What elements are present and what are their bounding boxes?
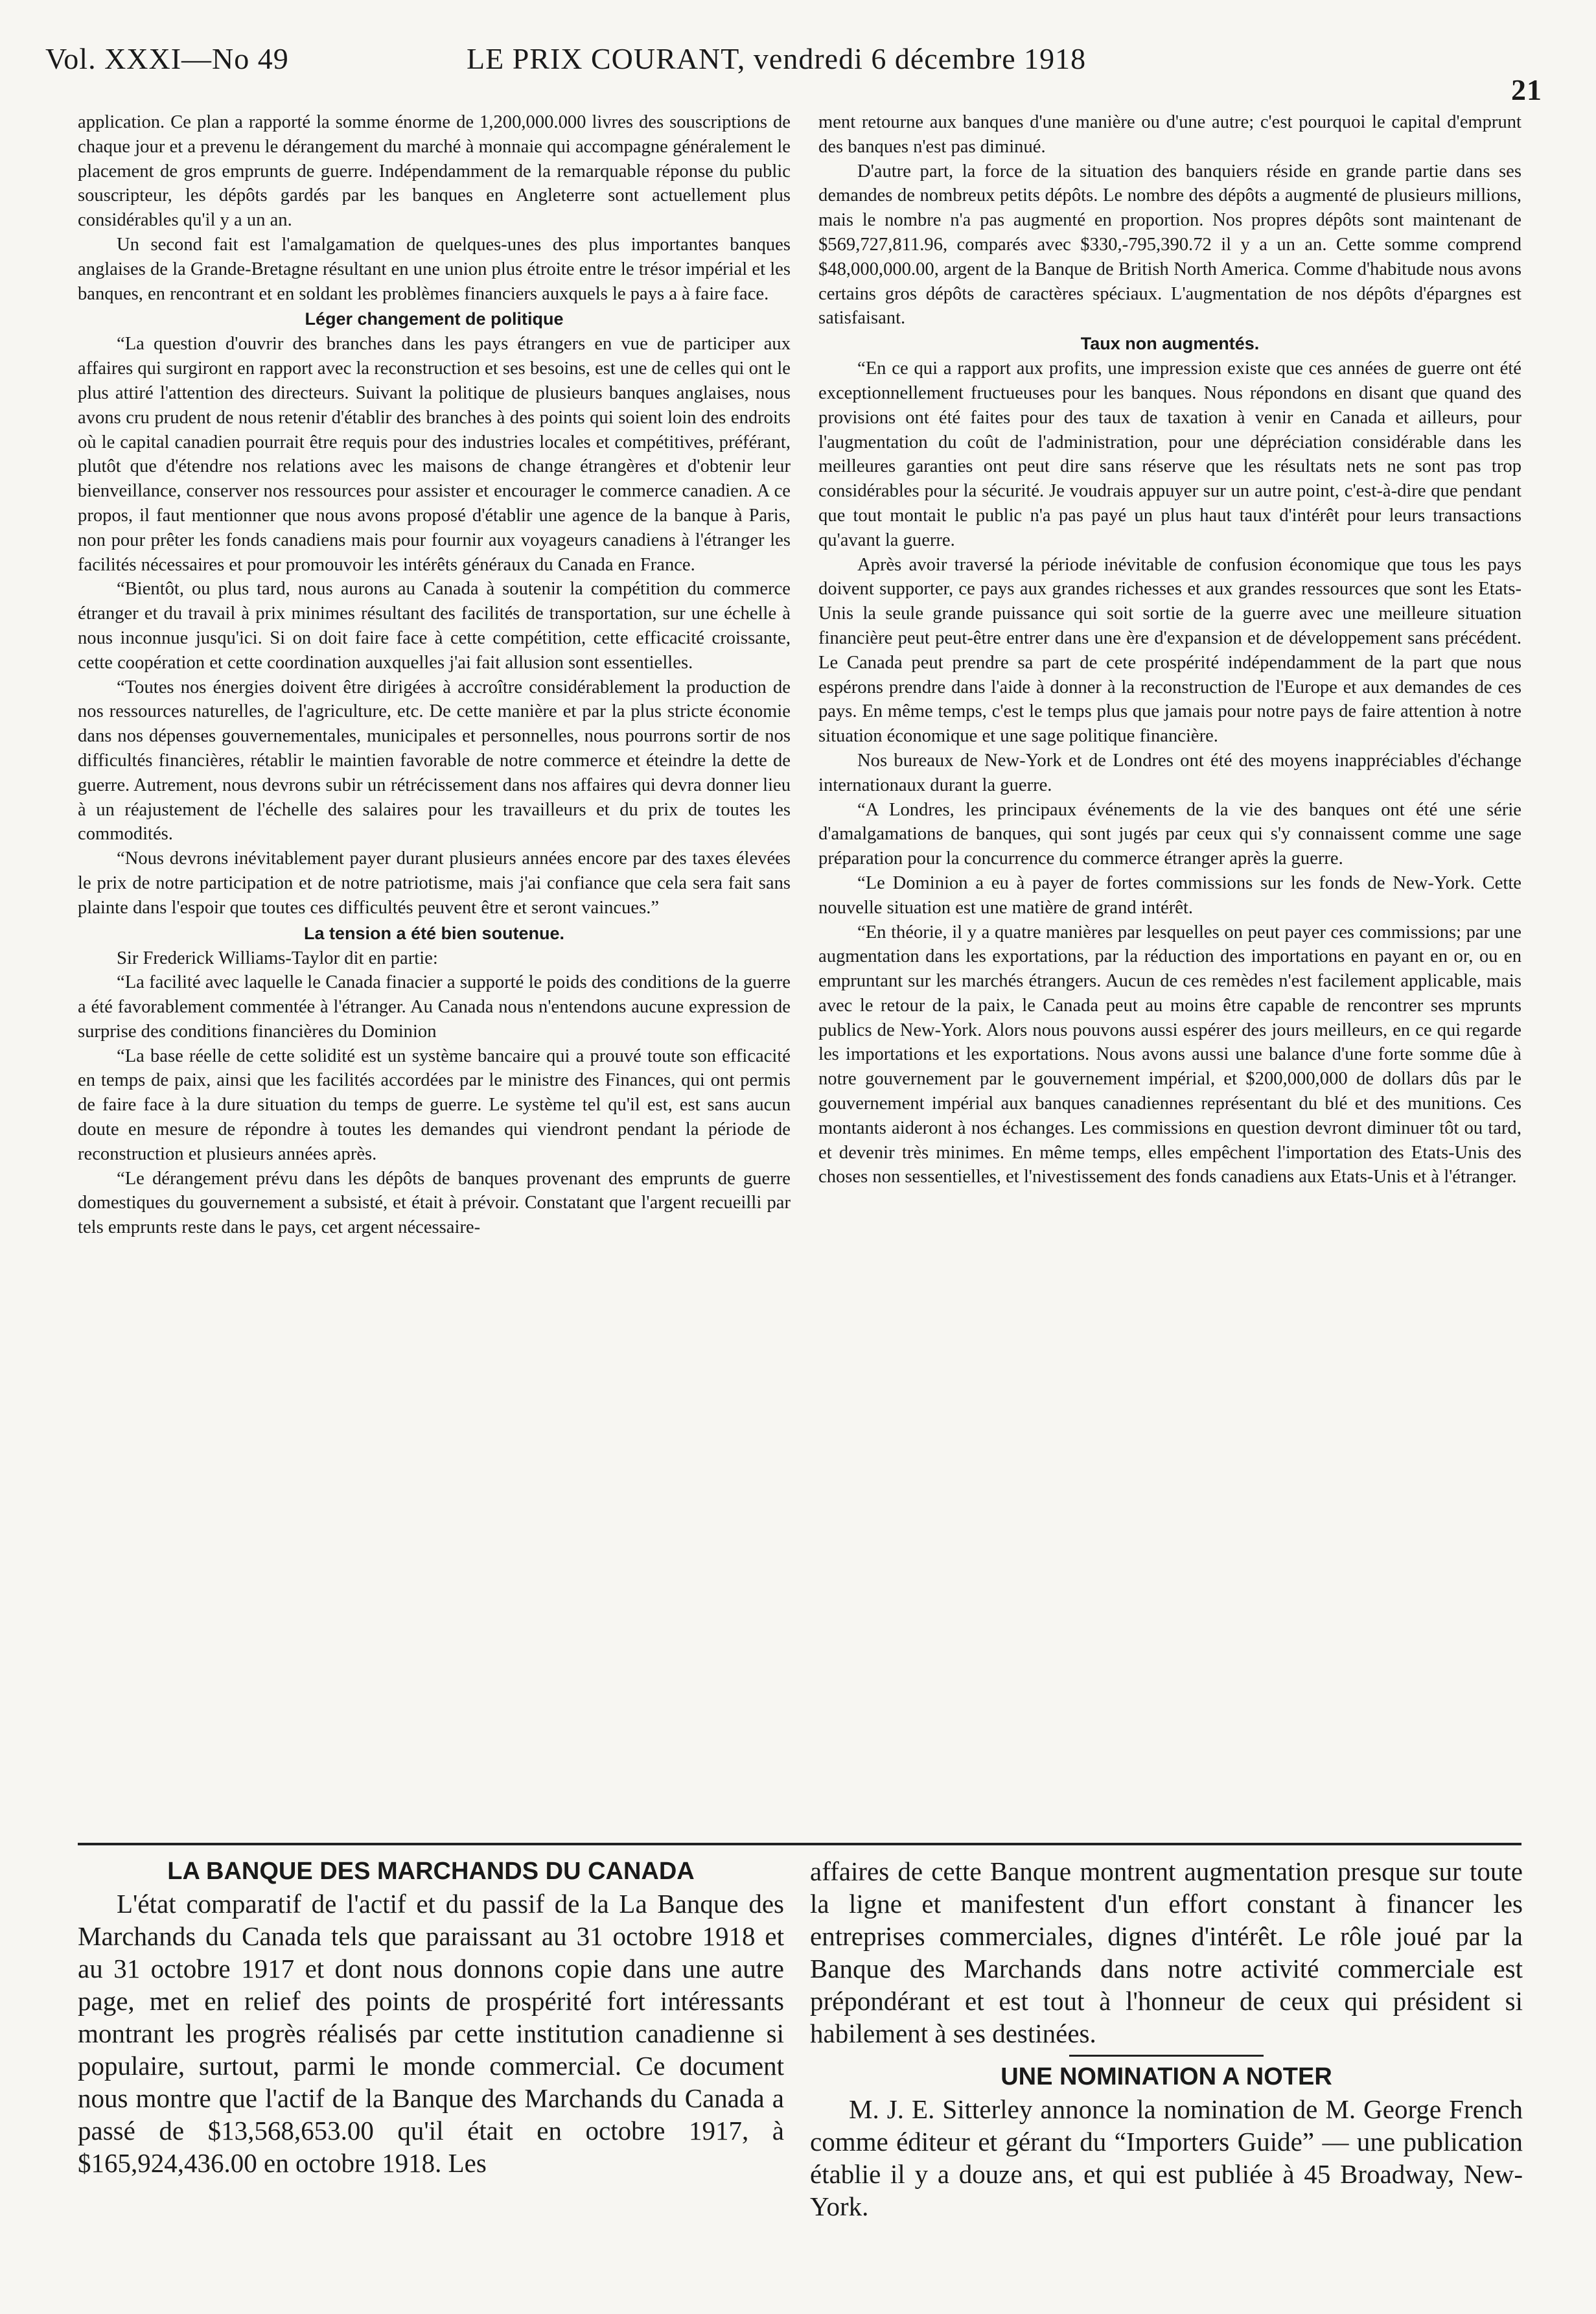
short-divider — [1069, 2055, 1264, 2057]
article-paragraph: “La facilité avec laquelle le Canada finacier a supporté le poids des conditions de la guerre a été favorablement commentée à l'étranger. Au Canada nous n'entendons aucune expression de surprise des conditions financières du Dominion — [78, 972, 791, 1042]
article-paragraph: “Le dérangement prévu dans les dépôts de banques provenant des emprunts de guerre domestiques du gouvernement a subsisté, et était à prévoir. Constatant que l'argent recueilli par tels emprunts reste dans le pays, cet argent nécessaire- — [78, 1168, 791, 1238]
article-paragraph: “Toutes nos énergies doivent être dirigées à accroître considérablement la production de nos ressources naturelles, de l'agriculture, etc. De cette manière et par la plus stricte économie dans nos dépenses gouvernementales, municipales et personnelles, nous pourrons sortir de nos difficultés financières, rétablir le maintien favorable de notre commerce et éteindre la dette de guerre. Autrement, nous devrons subir un rétrécissement dans nos affaires qui devra donner lieu à un réajustement de l'échelle des salaires pour les travailleurs et du prix de toutes les commodités. — [78, 677, 791, 845]
article-paragraph: “Le Dominion a eu à payer de fortes commissions sur les fonds de New-York. Cette nouvelle situation est une matière de grand intérêt. — [818, 872, 1521, 918]
nomination-paragraph: M. J. E. Sitterley annonce la nomination de M. George French comme éditeur et gérant du “Importers Guide” — une publication établie il y a douze ans, et qui est publiée à 45 Broadway, New-York. — [810, 2094, 1523, 2221]
nomination-heading: UNE NOMINATION A NOTER — [1000, 2063, 1332, 2090]
article-paragraph: Après avoir traversé la période inévitable de confusion économique que tous les pays doivent supporter, ce pays aux grandes richesses et aux grandes ressources que sont les Etats-Unis la seule grande puissance qui soit sortie de la guerre avec une meilleure situation financière peut peut-être entrer dans une ère d'expansion et de développement sans précédent. Le Canada peut prendre sa part de cete prospérité indépendamment de la part que nous espérons prendre dans l'aide à donner à la reconstruction de l'Europe et aux demandes de ces pays. En même temps, c'est le temps plus que jamais pour notre pays de faire attention à notre situation économique et une sage politique financière. — [818, 554, 1521, 747]
article-paragraph: Un second fait est l'amalgamation de quelques-unes des plus importantes banques anglaises de la Grande-Bretagne résultant en une union plus étroite entre le trésor impérial et les banques, en rencontrant et en soldant les problèmes financiers auxquels le pays a à faire face. — [78, 234, 791, 304]
banque-marchands-heading: LA BANQUE DES MARCHANDS DU CANADA — [167, 1858, 695, 1885]
article-paragraph: “A Londres, les principaux événements de la vie des banques ont été une série d'amalgamations de banques, qui sont jugés par ceux qui s'y connaissent comme une sage préparation pour la concurrence du commerce étranger après la guerre. — [818, 799, 1521, 869]
section-subheading: Léger changement de politique — [305, 309, 564, 329]
section-subheading: La tension a été bien soutenue. — [303, 923, 565, 943]
section-divider — [78, 1843, 1521, 1845]
banque-marchands-paragraph: L'état comparatif de l'actif et du passif de la La Banque des Marchands du Canada tels que paraissant au 31 octobre 1918 et au 31 octobre 1917 et dont nous donnons copie dans une autre page, met en relief des points de prospérité fort intéressants montrant les progrès réalisés par cette institution canadienne si populaire, surtout, parmi le monde commercial. Ce document nous montre que l'actif de la Banque des Marchands du Canada a passé de $13,568,653.00 qu'il était en octobre 1917, à $165,924,436.00 en octobre 1918. Les — [78, 1889, 784, 2178]
article-paragraph: ment retourne aux banques d'une manière ou d'une autre; c'est pourquoi le capital d'emprunt des banques n'est pas diminué. — [818, 112, 1521, 157]
page-number: 21 — [1511, 73, 1542, 106]
article-paragraph: “En théorie, il y a quatre manières par lesquelles on peut payer ces commissions; par une augmentation dans les exportations, par la réduction des importations en payant en or, ou en empruntant sur les marchés étrangers. Aucun de ces remèdes n'est facilement applicable, mais avec le retour de la paix, le Canada peut au moins être capable de rencontrer ses mprunts publics de New-York. Alors nous pouvons aussi espérer des jours meilleurs, en ce qui regarde les importations et les exportations. Nous avons aussi une balance d'une forte somme dûe à notre gouvernement par le gouvernement impérial, et $200,000,000 de dollars dûs par le gouvernement impérial aux banques canadiennes représentant du blé et des munitions. Ces montants aideront à nos échanges. Les commissions en question devront diminuer tôt ou tard, et devenir très minimes. En même temps, elles empêchent l'importation des Etats-Unis des choses non sessentielles, et l'nivestissement des fonds canadiens aux Etats-Unis et à l'étranger. — [818, 922, 1521, 1187]
masthead-title: LE PRIX COURANT, vendredi 6 décembre 1918 — [467, 42, 1087, 75]
article-paragraph: application. Ce plan a rapporté la somme énorme de 1,200,000.000 livres des souscriptions de chaque jour et a prevenu le dérangement du marché à monnaie qui accompagne généralement le placement de gros emprunts de guerre. Indépendamment de la remarquable réponse du public souscripteur, les dépôts gardés par les banques en Angleterre sont actuellement plus considérables qu'il y a un an. — [78, 112, 791, 231]
article-paragraph: “Nous devrons inévitablement payer durant plusieurs années encore par des taxes élevées le prix de notre participation et de notre patriotisme, mais j'ai confiance que cela sera fait sans plainte dans l'espoir que toutes ces difficultés peuvent être et seront vaincues.” — [78, 848, 791, 918]
article-paragraph: “Bientôt, ou plus tard, nous aurons au Canada à soutenir la compétition du commerce étranger et du travail à prix minimes résultant des facilités de transportation, sur une échelle à nous inconnue jusqu'ici. Si on doit faire face à cette compétition, cette efficacité croissante, cette coopération et cette coordination auxquelles j'ai fait allusion sont essentielles. — [78, 579, 791, 673]
banque-marchands-continuation: affaires de cette Banque montrent augmentation presque sur toute la ligne et manifestent d'un effort constant à financer les entreprises commerciales, dignes d'intérêt. Le rôle joué par la Banque des Marchands dans notre activité commerciale est prépondérant et est tout à l'honneur de ceux qui président si habilement à ses destinées. — [810, 1856, 1523, 2048]
banque-marchands-article — [78, 1855, 784, 2179]
page-header — [45, 41, 1555, 106]
article-paragraph: Nos bureaux de New-York et de Londres ont été des moyens inappréciables d'échange internationaux durant la guerre. — [818, 750, 1521, 795]
article-paragraph: “En ce qui a rapport aux profits, une impression existe que ces années de guerre ont été exceptionnellement fructueuses pour les banques. Nous répondons en disant que quand des provisions ont été faites pour des taux de taxation à venir en Canada et ailleurs, pour l'augmentation du coût de l'administration, pour une dépréciation considérable dans les meilleures garanties ont peut dire sans réserve que les résultats nets ne sont pas trop considérables pour la sécurité. Je voudrais appuyer sur un autre point, c'est-à-dire que pendant que tout montait le public n'a pas payé un plus haut taux d'intérêt pour leurs transactions qu'avant la guerre. — [818, 358, 1521, 550]
article-paragraph: “La base réelle de cette solidité est un système bancaire qui a prouvé toute son efficacité en temps de paix, ainsi que les facilités accordées par le ministre des Finances, qui ont permis de faire face à la dure situation du temps de guerre. Le système tel qu'il est, est sans aucun doute en mesure de répondre à toutes les demandes qui viendront pendant la période de reconstruction et plusieurs années après. — [78, 1046, 791, 1164]
left-article-column — [78, 110, 791, 1821]
section-subheading: Taux non augmentés. — [1080, 334, 1260, 354]
volume-number: Vol. XXXI—No 49 — [45, 42, 289, 75]
article-paragraph: “La question d'ouvrir des branches dans les pays étrangers en vue de participer aux affaires qui surgiront en rapport avec la reconstruction et ses besoins, est une de celles qui ont le plus attiré l'attention des directeurs. Suivant la politique de plusieurs banques anglaises, nous avons cru prudent de nous retenir d'établir des branches à des points qui soient loin des endroits où le capital canadien pourrait être requis pour des industries locales et compétitives, préférant, plutôt que d'étendre nos relations avec les maisons de change étrangères et d'obtenir leur bienveillance, conserver nos ressources pour assister et encourager le commerce canadien. A ce propos, il faut mentionner que nous avons proposé d'établir une agence de la banque à Paris, non pour prêter les fonds canadiens mais pour fournir aux voyageurs canadiens à l'étranger les facilités nécessaires et pour promouvoir les intérêts généraux du Canada en France. — [78, 334, 791, 575]
article-paragraph: Sir Frederick Williams-Taylor dit en partie: — [117, 948, 438, 968]
article-paragraph: D'autre part, la force de la situation des banquiers réside en grande partie dans ses demandes de nombreux petits dépôts. Le nombre des dépôts a augmenté de plusieurs millions, mais le nombre n'a pas augmenté en proportion. Nos propres dépôts sont maintenant de $569,727,811.96, comparés avec $330,-795,390.72 il y a un an. Cette somme comprend $48,000,000.00, argent de la Banque de British North America. Comme d'habitude nous avons certains gros dépôts de caractères spéciaux. L'augmentation de nos dépôts d'épargnes est satisfaisant. — [818, 161, 1521, 329]
nomination-article — [810, 1855, 1523, 2223]
right-article-column — [818, 110, 1521, 1821]
